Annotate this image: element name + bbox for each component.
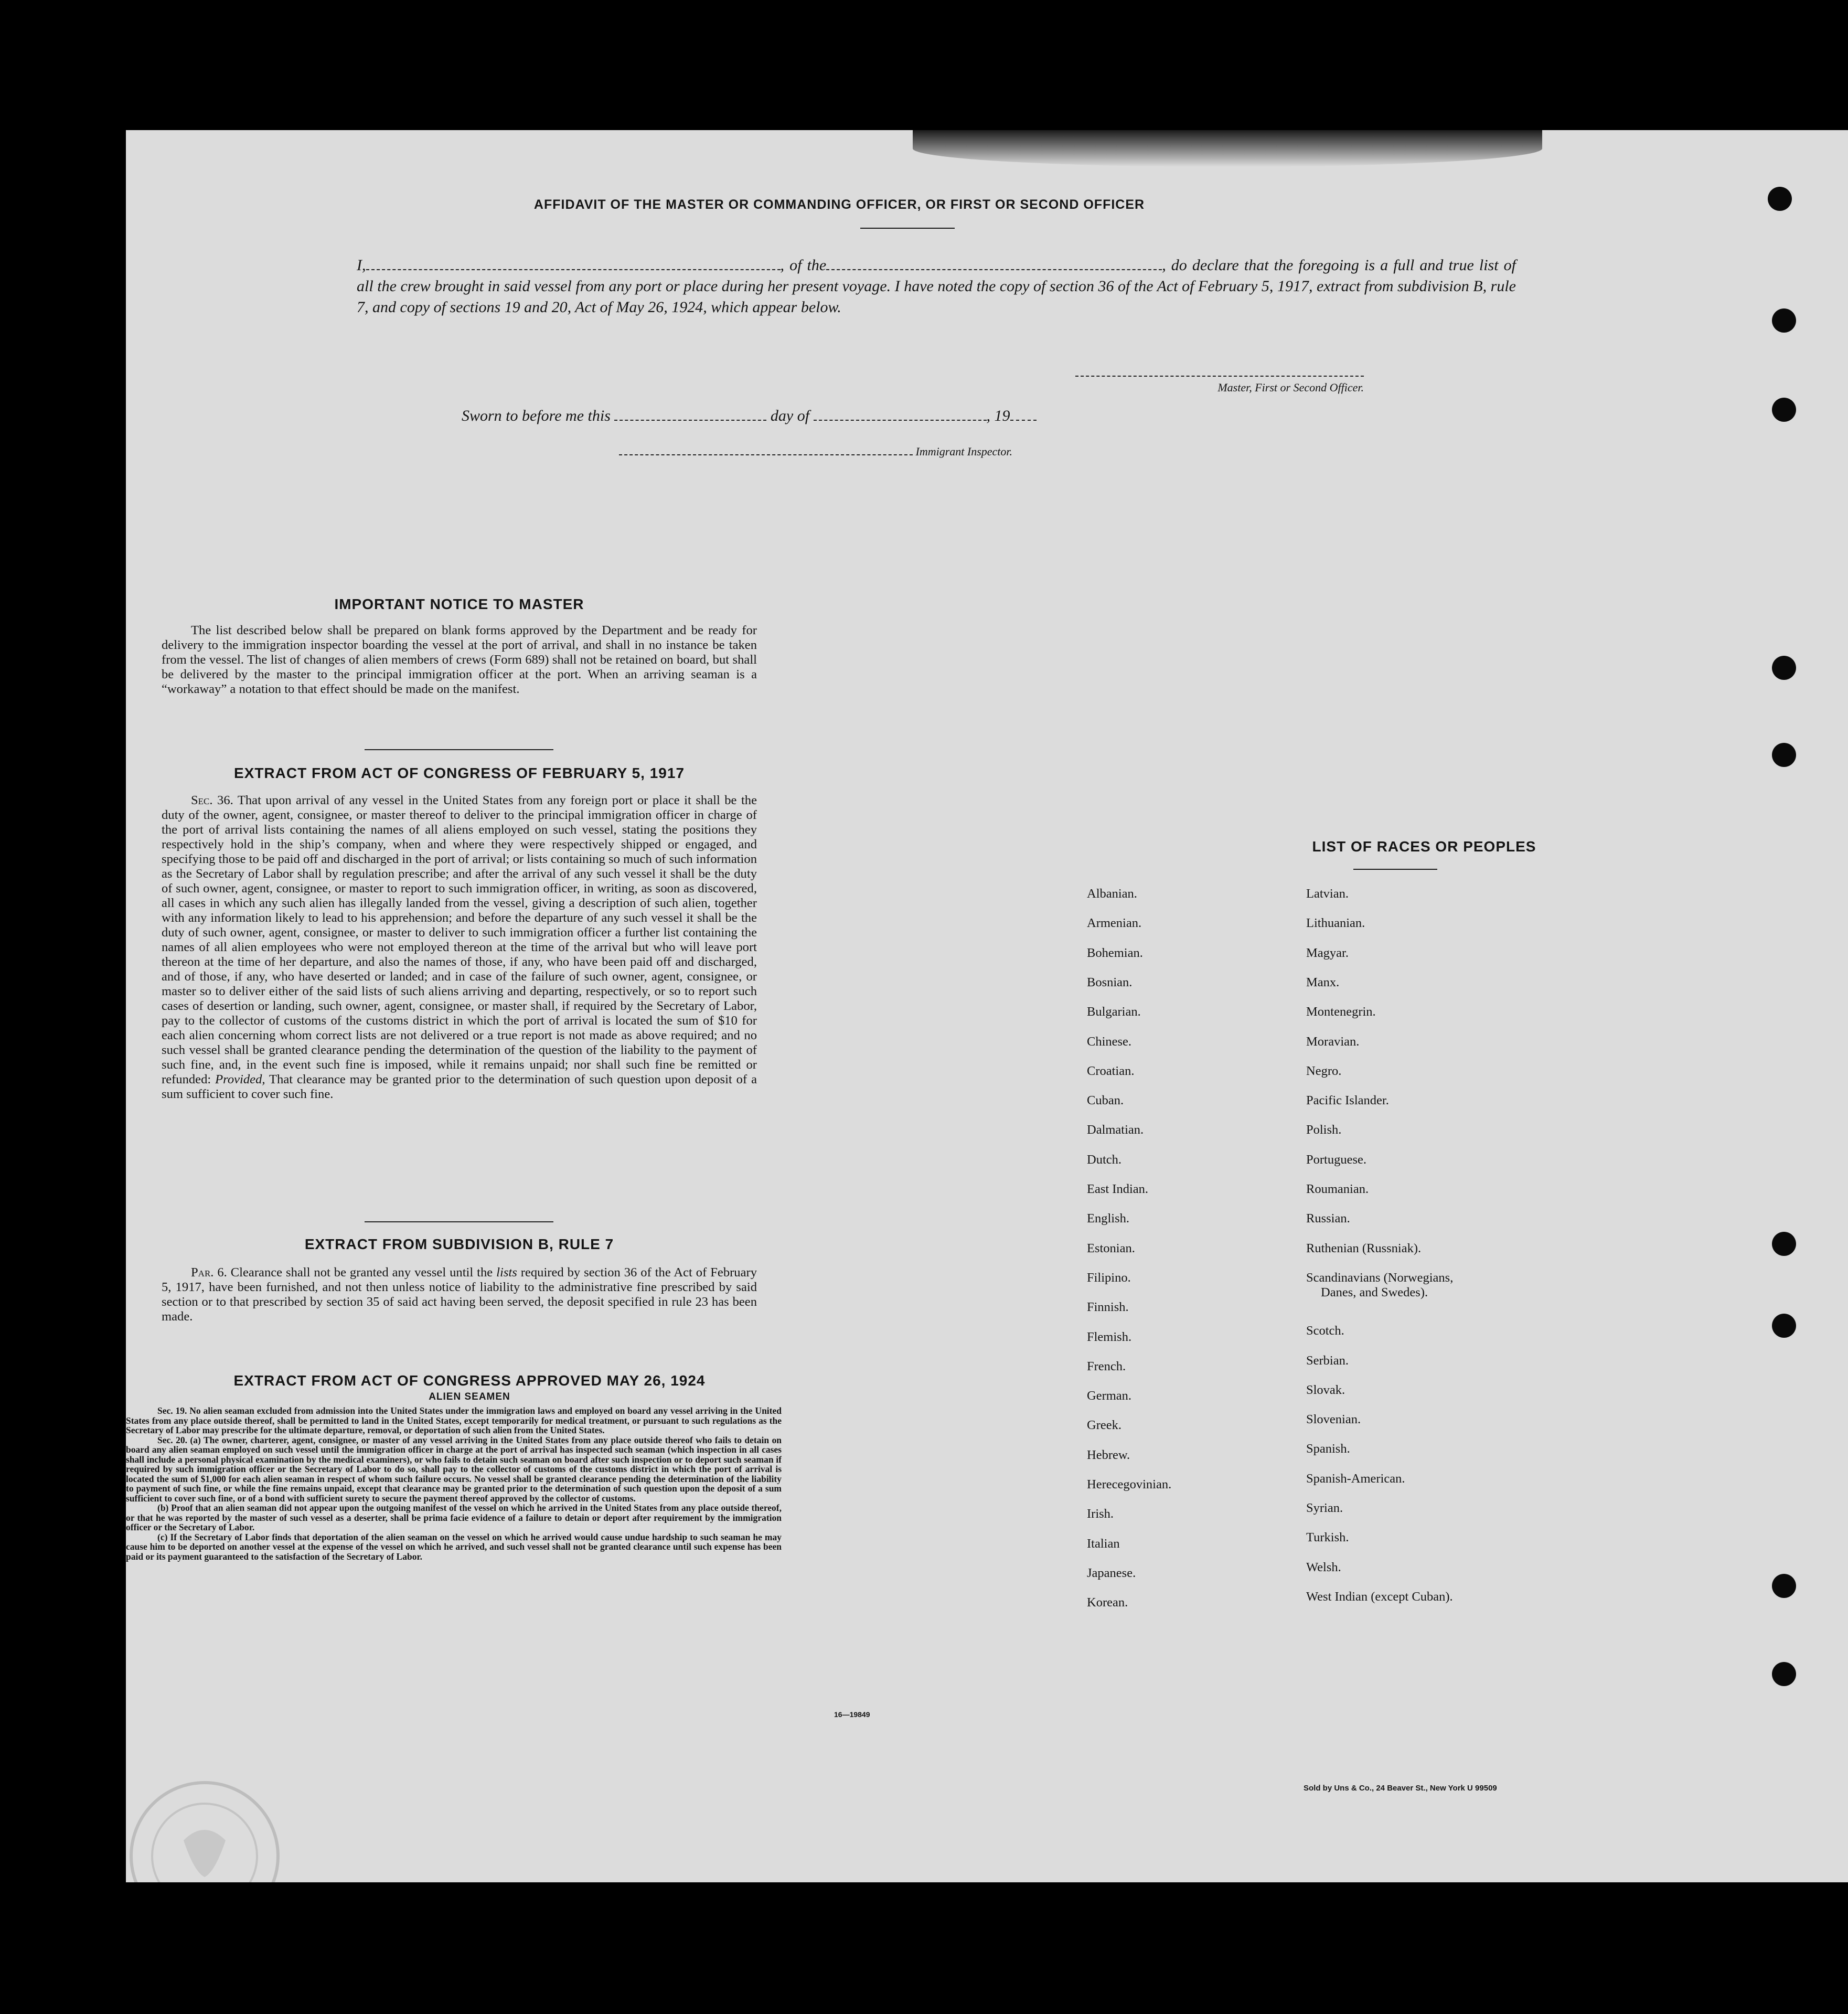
sworn-day-blank[interactable]	[614, 407, 766, 421]
race-item: Montenegrin.	[1306, 1005, 1376, 1019]
printer-footer: Sold by Uns & Co., 24 Beaver St., New York U 99509	[1304, 1784, 1497, 1793]
race-item: Cuban.	[1087, 1093, 1124, 1108]
race-item: Bohemian.	[1087, 945, 1143, 960]
race-item: Portuguese.	[1306, 1152, 1366, 1167]
punch-hole	[1772, 1662, 1796, 1686]
race-item: Filipino.	[1087, 1270, 1131, 1285]
race-item: English.	[1087, 1211, 1129, 1226]
embossed-seal-icon	[126, 1777, 325, 1882]
punch-hole	[1768, 187, 1792, 211]
extract-1924-heading: EXTRACT FROM ACT OF CONGRESS APPROVED MAY 26, 1924	[233, 1372, 706, 1389]
race-item: Armenian.	[1087, 916, 1142, 931]
punch-hole	[1772, 656, 1796, 680]
race-item: Herecegovinian.	[1087, 1477, 1172, 1491]
notice-heading: IMPORTANT NOTICE TO MASTER	[334, 596, 584, 612]
punch-hole	[1772, 1314, 1796, 1338]
race-item: Manx.	[1306, 975, 1340, 989]
name-blank[interactable]	[366, 257, 781, 270]
signature-line[interactable]	[1075, 376, 1364, 377]
race-item: Serbian.	[1306, 1353, 1349, 1368]
inspector-caption: Immigrant Inspector.	[915, 445, 1013, 458]
sec-36-body: That upon arrival of any vessel in the United States from any foreign port or place it shall be the duty of the owner, agent, consignee, or master thereof to deliver to the principal immigration officer in charge of the port of arrival lists containing the names of all aliens employed on such vessel, stating the positions they respectively hold in the ship’s company, when and where they were respectively shipped or engaged, and specifying those to be paid off and discharged in the port of arrival; or lists containing so much of such information as the Secretary of Labor shall by regulation prescribe; and after the arrival of any such vessel it shall be the duty of such owner, agent, consignee, or master to report to such immigration officer, in writing, as soon as discovered, all cases in which any such alien has illegally landed from the vessel, giving a description of such alien, together with any information likely to lead to his apprehension; and before the departure of any such vessel it shall be the duty of such owner, agent, consignee, or master to deliver to such immigration officer a further list containing the names of all alien employees who were not employed thereon at the time of the arrival but who will leave port thereon at the time of her departure, and also the names of those, if any, who have been paid off and discharged, and of those, if any, who have deserted or landed; and in case of the failure of such owner, agent, consignee, or master so to deliver either of the said lists of such aliens arriving and departing, respectively, or so to report such cases of desertion or landing, such owner, agent, consignee, or master shall, if required by the Secretary of Labor, pay to the collector of customs of the customs district in which the port of arrival is located the sum of $10 for each alien concerning whom correct lists are not delivered or a true report is not made as above required; and no such vessel shall be granted clearance pending the determination of the question of the liability to the payment of such fine, and, in the event such fine is imposed, while it remains unpaid; nor shall such fine be remitted or refunded:	[162, 793, 757, 1086]
race-item: Spanish-American.	[1306, 1471, 1405, 1486]
notice-text: The list described below shall be prepared on blank forms approved by the Department and be ready for delivery to the immigration inspector boarding the vessel at the port of arrival, and shall in no instance be taken from the vessel. The list of changes of alien members of crews (Form 689) shall not be retained on board, but shall be delivered by the master to the principal immigration officer at the port. When an arriving seaman is a “workaway” a notation to that effect should be made on the manifest.	[162, 623, 757, 696]
notice-section	[162, 596, 757, 697]
punch-hole	[1772, 308, 1796, 333]
lists-word: lists	[496, 1265, 517, 1280]
word-of-the: , of the	[780, 257, 827, 274]
race-item: Albanian.	[1087, 887, 1137, 901]
races-heading: LIST OF RACES OR PEOPLES	[1312, 838, 1536, 855]
race-item: Hebrew.	[1087, 1447, 1130, 1462]
sworn-year: , 19	[986, 407, 1010, 424]
race-item: Estonian.	[1087, 1241, 1135, 1255]
punch-hole	[1772, 1232, 1796, 1256]
form-number: 16—19849	[834, 1710, 870, 1719]
word-declare: , do declare	[1162, 257, 1239, 274]
race-item: Polish.	[1306, 1123, 1342, 1137]
provided-label: Provided,	[215, 1072, 265, 1086]
race-item: West Indian (except Cuban).	[1306, 1589, 1453, 1604]
race-item: Lithuanian.	[1306, 916, 1365, 931]
race-item: Finnish.	[1087, 1300, 1129, 1315]
race-item: Latvian.	[1306, 887, 1349, 901]
affidavit-declaration	[357, 255, 1516, 318]
race-item: Japanese.	[1087, 1565, 1136, 1580]
race-item: Flemish.	[1087, 1329, 1132, 1344]
vessel-blank[interactable]	[826, 257, 1162, 270]
extract-1924-body	[126, 1406, 782, 1561]
race-item: Slovenian.	[1306, 1412, 1361, 1427]
race-item: Italian	[1087, 1536, 1120, 1551]
race-item: French.	[1087, 1359, 1126, 1373]
signature-caption: Master, First or Second Officer.	[1217, 381, 1364, 394]
race-item: Negro.	[1306, 1063, 1342, 1078]
race-item: Pacific Islander.	[1306, 1093, 1389, 1108]
race-item: German.	[1087, 1389, 1132, 1403]
title-rule	[860, 228, 955, 229]
document-page	[126, 130, 1848, 1882]
section-divider	[365, 749, 553, 750]
sworn-prefix: Sworn to before me this	[462, 407, 611, 424]
race-item: Ruthenian (Russniak).	[1306, 1241, 1422, 1255]
extract-1917-heading: EXTRACT FROM ACT OF CONGRESS OF FEBRUARY 5, 1917	[233, 765, 685, 781]
alien-seamen-subheading: ALIEN SEAMEN	[429, 1391, 510, 1402]
race-item: Syrian.	[1306, 1501, 1343, 1516]
race-item: Turkish.	[1306, 1530, 1349, 1545]
word-i: I,	[357, 257, 366, 274]
burn-mark	[913, 130, 1542, 167]
race-item: Bosnian.	[1087, 975, 1133, 989]
inspector-signature-blank[interactable]	[619, 447, 913, 455]
race-item: Scotch.	[1306, 1324, 1344, 1338]
race-item: Welsh.	[1306, 1560, 1341, 1574]
declaration-text: that the foregoing is a full and true list of all the crew brought in said vessel from any port or place during her present voyage. I have noted the copy of section 36 of the Act of February 5, 1917, extract from subdivision B, rule 7, and copy of sections 19 and 20, Act of May 26, 1924, which appear below.	[357, 257, 1516, 316]
extract-1917-section	[162, 765, 757, 1102]
affidavit-title: AFFIDAVIT OF THE MASTER OR COMMANDING OFFICER, OR FIRST OR SECOND OFFICER	[533, 197, 1145, 212]
races-rule	[1353, 869, 1437, 870]
race-item: Chinese.	[1087, 1034, 1132, 1049]
punch-hole	[1772, 743, 1796, 767]
sworn-month-blank[interactable]	[814, 407, 987, 421]
sworn-year-blank[interactable]	[1010, 407, 1037, 421]
sec-19-text: Sec. 19. No alien seaman excluded from admission into the United States under the immigration laws and employed on board any vessel arriving in the United States from any place outside thereof, shall be permitted to land in the United States, except temporarily for medical treatment, or pursuant to such regulations as the Secretary of Labor may prescribe for the ultimate departure, removal, or deportation of such alien from the United States.	[126, 1405, 782, 1435]
race-item: Danes, and Swedes).	[1321, 1285, 1428, 1299]
race-item: Irish.	[1087, 1507, 1114, 1521]
punch-hole	[1772, 1574, 1796, 1598]
par-6-text-a: Clearance shall not be granted any vessel until the	[230, 1265, 493, 1280]
sec-36-end: That clearance may be granted prior to the determination of such question upon deposit of a sum sufficient to cover such fine.	[162, 1072, 757, 1101]
extract-1924-section	[126, 1372, 782, 1561]
sec-20b-text: (b) Proof that an alien seaman did not appear upon the outgoing manifest of the vessel on which he arrived in the United States from any place outside thereof, or that he was reported by the master of such vessel as a deserter, shall be prima facie evidence of a failure to detain or deport after requirement by the immigration officer or the Secretary of Labor.	[126, 1502, 782, 1532]
race-item: Greek.	[1087, 1418, 1121, 1433]
race-item: Moravian.	[1306, 1034, 1360, 1049]
par-6-text-b: required by section 36 of the Act of February 5, 1917, have been furnished, and not then unless notice of liability to the administrative fine prescribed by said section or to that prescribed by section 35 of said act having been served, the deposit specified in rule 23 has been made.	[162, 1265, 757, 1324]
sec-20c-text: (c) If the Secretary of Labor finds that deportation of the alien seaman on the vessel on which he arrived would cause undue hardship to such seaman he may cause him to be deported on another vessel at the expense of the vessel on which he arrived, and such vessel shall not be granted clearance until such expense has been paid or its payment guaranteed to the satisfaction of the Secretary of Labor.	[126, 1531, 782, 1562]
race-item: Dutch.	[1087, 1152, 1121, 1167]
race-item: Bulgarian.	[1087, 1005, 1141, 1019]
race-item: Russian.	[1306, 1211, 1350, 1226]
race-item: Croatian.	[1087, 1063, 1135, 1078]
inspector-line	[619, 445, 1012, 459]
section-divider	[365, 1221, 553, 1222]
extract-rule7-text	[162, 1265, 757, 1324]
race-item: East Indian.	[1087, 1182, 1149, 1196]
race-item: Scandinavians (Norwegians,	[1306, 1270, 1454, 1285]
punch-hole	[1772, 398, 1796, 422]
sworn-day: day of	[770, 407, 810, 424]
race-item: Spanish.	[1306, 1442, 1350, 1456]
race-item: Slovak.	[1306, 1382, 1345, 1397]
extract-rule7-heading: EXTRACT FROM SUBDIVISION B, RULE 7	[304, 1236, 614, 1252]
sec-20a-text: Sec. 20. (a) The owner, charterer, agent, consignee, or master of any vessel arriving in the United States from any place outside thereof who fails to detain on board any alien seaman employed on such vessel until the immigration officer in charge at the port of arrival has inspected such seaman (which inspection in all cases shall include a personal physical examination by the medical examiners), or who fails to detain such seaman on board after such inspection or to deport such seaman if required by such immigration officer or the Secretary of Labor to do so, shall pay to the collector of customs of the customs district in which the port of arrival is located the sum of $1,000 for each alien seaman in respect of whom such failure occurs. No vessel shall be granted clearance pending the determination of the liability to payment of such fine, or while the fine remains unpaid, except that clearance may be granted prior to the determination of such question upon the deposit of a sum sufficient to cover such fine, or of a bond with sufficient surety to secure the payment thereof approved by the collector of customs.	[126, 1434, 782, 1504]
par-6-label: Par. 6.	[191, 1265, 227, 1280]
sworn-statement	[462, 407, 1037, 425]
race-item: Korean.	[1087, 1595, 1128, 1610]
race-item: Dalmatian.	[1087, 1123, 1144, 1137]
sec-36-label: Sec. 36.	[191, 793, 233, 807]
race-item: Magyar.	[1306, 945, 1349, 960]
race-item: Roumanian.	[1306, 1182, 1369, 1196]
extract-1917-text	[162, 793, 757, 1102]
extract-rule7-section	[162, 1236, 757, 1324]
